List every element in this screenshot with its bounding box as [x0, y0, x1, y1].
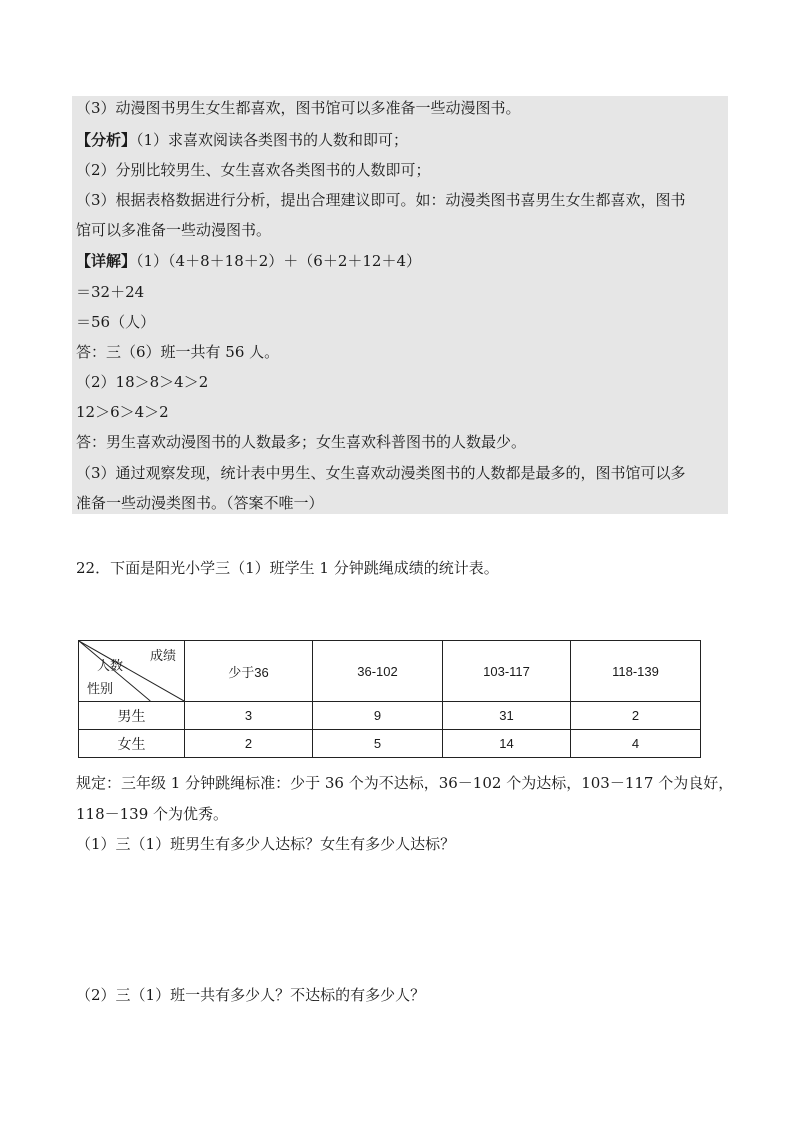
table-cell: 2: [571, 702, 701, 730]
column-header: 36-102: [313, 641, 443, 702]
detail-line: [76, 251, 421, 271]
table-cell: 2: [185, 730, 313, 758]
answer-line: （2）18＞8＞4＞2: [76, 373, 209, 391]
score-table: [78, 640, 701, 758]
table-cell: 4: [571, 730, 701, 758]
answer-line: 答：三（6）班一共有 56 人。: [76, 343, 280, 361]
answer-line: 12＞6＞4＞2: [76, 403, 169, 421]
answer-line: （1）求喜欢阅读各类图书的人数和即可；: [136, 131, 409, 149]
analysis-tag: 【分析】: [76, 131, 137, 149]
table-cell: 9: [313, 702, 443, 730]
corner-label-score: 成绩: [149, 648, 176, 663]
answer-line: ＝32＋24: [76, 283, 145, 301]
table-corner-cell: [79, 641, 185, 702]
answer-line: （1）（4＋8＋18＋2）＋（6＋2＋12＋4）: [136, 252, 421, 270]
sub-question-1: （1）三（1）班男生有多少人达标？女生有多少人达标？: [76, 835, 456, 853]
answer-line: （3）通过观察发现，统计表中男生、女生喜欢动漫类图书的人数都是最多的，图书馆可以多: [76, 464, 686, 482]
table-row: [79, 730, 701, 758]
answer-line: （3）动漫图书男生女生都喜欢，图书馆可以多准备一些动漫图书。: [76, 99, 521, 117]
column-header: 少于36: [185, 641, 313, 702]
rule-line: 规定：三年级 1 分钟跳绳标准：少于 36 个为不达标，36－102 个为达标，103－117 个为良好，: [76, 774, 734, 792]
answer-line: 准备一些动漫类图书。（答案不唯一）: [76, 494, 324, 512]
answer-line: ＝56（人）: [76, 313, 156, 331]
row-label: 女生: [79, 730, 185, 758]
detail-tag: 【详解】: [76, 252, 137, 270]
corner-label-count: 人数: [97, 658, 124, 673]
column-header: 103-117: [443, 641, 571, 702]
row-label: 男生: [79, 702, 185, 730]
table-cell: 31: [443, 702, 571, 730]
answer-line: （2）分别比较男生、女生喜欢各类图书的人数即可；: [76, 161, 431, 179]
corner-label-gender: 性别: [87, 681, 114, 696]
question-title: 22．下面是阳光小学三（1）班学生 1 分钟跳绳成绩的统计表。: [76, 559, 499, 577]
answer-line: 答：男生喜欢动漫图书的人数最多；女生喜欢科普图书的人数最少。: [76, 433, 527, 451]
table-cell: 14: [443, 730, 571, 758]
sub-question-2: （2）三（1）班一共有多少人？不达标的有多少人？: [76, 986, 426, 1004]
column-header: 118-139: [571, 641, 701, 702]
rule-line: 118－139 个为优秀。: [76, 805, 229, 823]
table-cell: 3: [185, 702, 313, 730]
table-row: [79, 702, 701, 730]
answer-line: 馆可以多准备一些动漫图书。: [76, 221, 272, 239]
table-cell: 5: [313, 730, 443, 758]
analysis-line: [76, 130, 408, 150]
answer-line: （3）根据表格数据进行分析，提出合理建议即可。如：动漫类图书喜男生女生都喜欢，图书: [76, 191, 686, 209]
